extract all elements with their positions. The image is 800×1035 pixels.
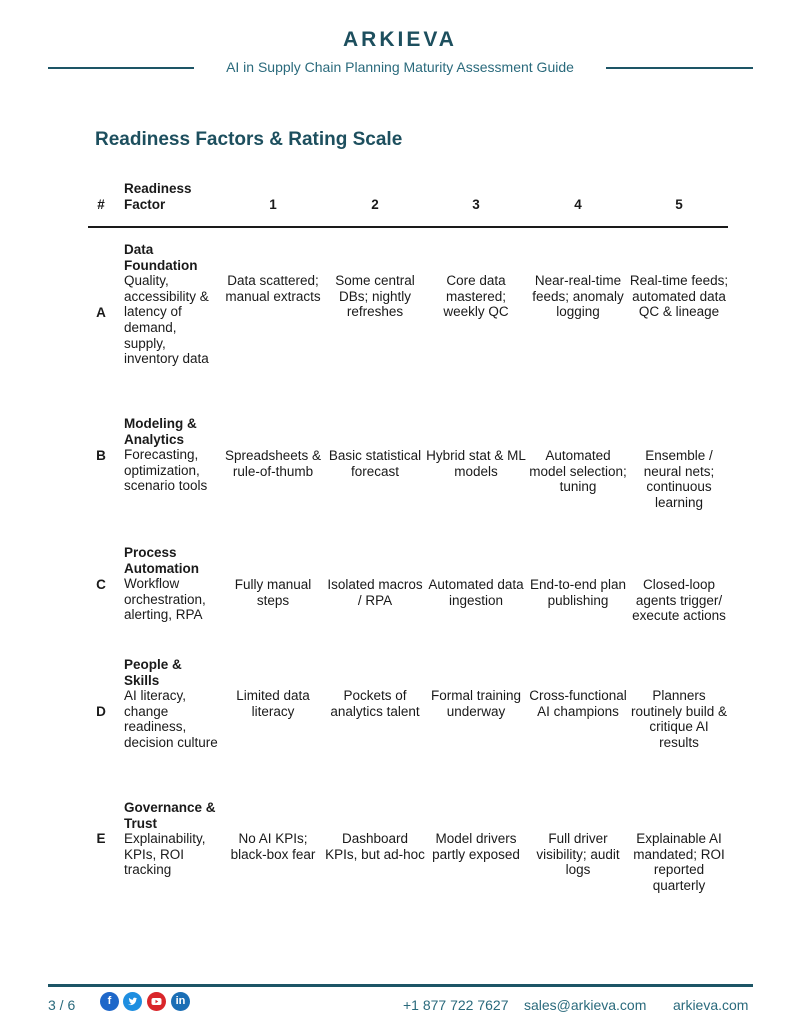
row-e-factor-title: Governance & Trust	[124, 800, 216, 831]
footer-email[interactable]: sales@arkieva.com	[524, 997, 647, 1013]
row-c-level-3: Automated data ingestion	[428, 577, 524, 608]
row-d-level-4: Cross-functional AI champions	[529, 688, 627, 719]
row-c-letter: C	[96, 577, 106, 592]
column-header-factor: Readiness Factor	[124, 181, 192, 212]
column-header-level-3: 3	[472, 197, 480, 212]
table-header-rule	[88, 226, 728, 228]
row-c-level-5: Closed-loop agents trigger/ execute actions	[632, 577, 726, 624]
row-a-level-4: Near-real-time feeds; anomaly logging	[532, 273, 624, 320]
row-a-factor-desc: Quality, accessibility & latency of demand, supply, inventory data	[124, 273, 209, 367]
row-e-level-5: Explainable AI mandated; ROI reported quarterly	[633, 831, 725, 893]
row-c-factor-title: Process Automation	[124, 545, 199, 576]
row-a-level-3: Core data mastered; weekly QC	[443, 273, 509, 320]
row-d-level-1: Limited data literacy	[236, 688, 310, 719]
column-header-level-2: 2	[371, 197, 379, 212]
header-rule-right	[606, 67, 753, 69]
row-d-factor-title: People & Skills	[124, 657, 182, 688]
row-b-level-5: Ensemble / neural nets; continuous learning	[643, 448, 715, 510]
linkedin-icon[interactable]: in	[171, 992, 190, 1011]
page-number: 3 / 6	[48, 997, 76, 1013]
row-b-factor	[124, 416, 220, 494]
row-c-factor	[124, 545, 220, 623]
row-b-level-3: Hybrid stat & ML models	[426, 448, 526, 479]
row-c-level-2: Isolated macros / RPA	[327, 577, 423, 608]
row-c-level-4: End-to-end plan publishing	[529, 577, 627, 608]
row-e-level-4: Full driver visibility; audit logs	[536, 831, 620, 878]
youtube-icon[interactable]	[147, 992, 166, 1011]
column-header-level-1: 1	[269, 197, 277, 212]
row-c-level-1: Fully manual steps	[234, 577, 312, 608]
page-title: Readiness Factors & Rating Scale	[95, 129, 403, 150]
twitter-icon[interactable]	[123, 992, 142, 1011]
row-d-factor-desc: AI literacy, change readiness, decision culture	[124, 688, 218, 750]
row-a-factor-title: Data Foundation	[124, 242, 198, 273]
column-header-level-5: 5	[675, 197, 683, 212]
row-b-level-2: Basic statistical forecast	[328, 448, 422, 479]
row-a-level-2: Some central DBs; nightly refreshes	[335, 273, 415, 320]
row-e-letter: E	[96, 831, 106, 846]
footer-phone[interactable]: +1 877 722 7627	[403, 997, 509, 1013]
row-d-factor	[124, 657, 220, 751]
document-subtitle: AI in Supply Chain Planning Maturity Assessment Guide	[226, 59, 574, 75]
row-a-letter: A	[96, 305, 106, 320]
row-b-letter: B	[96, 448, 106, 463]
row-e-factor-desc: Explainability, KPIs, ROI tracking	[124, 831, 206, 878]
row-b-factor-desc: Forecasting, optimization, scenario tools	[124, 447, 208, 494]
row-a-factor	[124, 242, 220, 367]
row-d-level-2: Pockets of analytics talent	[330, 688, 420, 719]
column-header-num: #	[97, 197, 105, 212]
row-e-level-2: Dashboard KPIs, but ad-hoc	[325, 831, 425, 862]
row-c-factor-desc: Workflow orchestration, alerting, RPA	[124, 576, 206, 623]
row-d-letter: D	[96, 704, 106, 719]
row-b-level-1: Spreadsheets & rule-of-thumb	[224, 448, 322, 479]
row-d-level-5: Planners routinely build & critique AI results	[630, 688, 728, 750]
row-e-level-3: Model drivers partly exposed	[432, 831, 520, 862]
row-e-level-1: No AI KPIs; black-box fear	[230, 831, 316, 862]
facebook-icon[interactable]: f	[100, 992, 119, 1011]
row-a-level-5: Real-time feeds; automated data QC & lineage	[629, 273, 729, 320]
row-b-level-4: Automated model selection; tuning	[529, 448, 627, 495]
row-a-level-1: Data scattered; manual extracts	[225, 273, 321, 304]
row-b-factor-title: Modeling & Analytics	[124, 416, 197, 447]
column-header-level-4: 4	[574, 197, 582, 212]
brand-logo: ARKIEVA	[343, 28, 457, 51]
row-d-level-3: Formal training underway	[430, 688, 522, 719]
footer-rule	[48, 984, 753, 987]
footer-website[interactable]: arkieva.com	[673, 997, 749, 1013]
row-e-factor	[124, 800, 220, 878]
